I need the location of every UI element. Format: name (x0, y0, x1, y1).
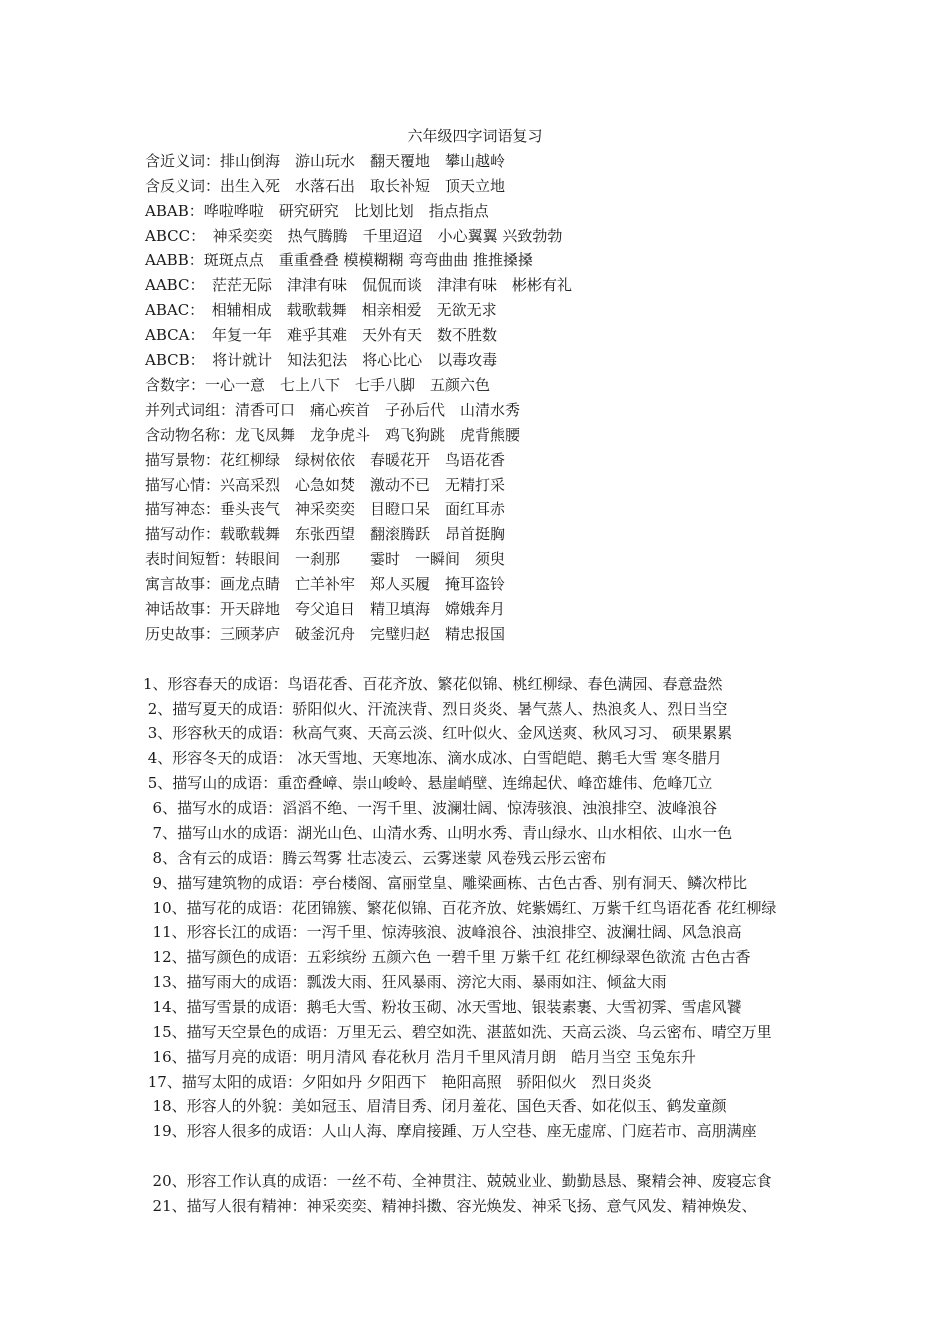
list-item: 描写神态：垂头丧气 神采奕奕 目瞪口呆 面红耳赤 (145, 500, 506, 518)
list-item: 5、描写山的成语：重峦叠嶂、崇山峻岭、悬崖峭壁、连绵起伏、峰峦雄伟、危峰兀立 (143, 774, 713, 792)
list-item: 3、形容秋天的成语：秋高气爽、天高云淡、红叶似火、金风送爽、秋风习习、 硕果累累 (143, 724, 733, 742)
list-item: 2、描写夏天的成语：骄阳似火、汗流浃背、烈日炎炎、暑气蒸人、热浪炙人、烈日当空 (143, 700, 728, 718)
list-item: ABCC： 神采奕奕 热气腾腾 千里迢迢 小心翼翼 兴致勃勃 (145, 227, 563, 245)
list-item: 6、描写水的成语：滔滔不绝、一泻千里、波澜壮阔、惊涛骇浪、浊浪排空、波峰浪谷 (143, 799, 718, 817)
list-item: 18、形容人的外貌：美如冠玉、眉清目秀、闭月羞花、国色天香、如花似玉、鹤发童颜 (143, 1097, 727, 1115)
list-item: 表时间短暂：转眼间 一刹那 霎时 一瞬间 须臾 (145, 550, 506, 568)
list-item: 历史故事：三顾茅庐 破釜沉舟 完璧归赵 精忠报国 (145, 625, 506, 643)
list-item: 12、描写颜色的成语：五彩缤纷 五颜六色 一碧千里 万紫千红 花红柳绿翠色欲流 古色古香 (143, 948, 751, 966)
list-item: 11、形容长江的成语：一泻千里、惊涛骇浪、波峰浪谷、浊浪排空、波澜壮阔、风急浪高 (143, 923, 742, 941)
list-item: 寓言故事：画龙点睛 亡羊补牢 郑人买履 掩耳盗铃 (145, 575, 506, 593)
list-item: 17、描写太阳的成语：夕阳如丹 夕阳西下 艳阳高照 骄阳似火 烈日炎炎 (143, 1073, 652, 1091)
list-item: 8、含有云的成语：腾云驾雾 壮志凌云、云雾迷蒙 风卷残云彤云密布 (143, 849, 607, 867)
list-item: 10、描写花的成语：花团锦簇、繁花似锦、百花齐放、姹紫嫣红、万紫千红鸟语花香 花红柳绿 (143, 899, 777, 917)
list-item: AABB：斑斑点点 重重叠叠 模模糊糊 弯弯曲曲 推推搡搡 (145, 251, 534, 269)
list-item: 7、描写山水的成语：湖光山色、山清水秀、山明水秀、青山绿水、山水相依、山水一色 (143, 824, 733, 842)
list-item: 15、描写天空景色的成语：万里无云、碧空如洗、湛蓝如洗、天高云淡、乌云密布、晴空万里 (143, 1023, 772, 1041)
list-item: 含近义词：排山倒海 游山玩水 翻天覆地 攀山越岭 (145, 152, 506, 170)
list-item: 含数字：一心一意 七上八下 七手八脚 五颜六色 (145, 376, 491, 394)
list-item: 描写动作：载歌载舞 东张西望 翻滚腾跃 昂首挺胸 (145, 525, 506, 543)
list-item: 含反义词：出生入死 水落石出 取长补短 顶天立地 (145, 177, 506, 195)
list-item: 20、形容工作认真的成语：一丝不苟、全神贯注、兢兢业业、勤勤恳恳、聚精会神、废寝忘食 (143, 1172, 772, 1190)
list-item: 描写景物：花红柳绿 绿树依依 春暖花开 鸟语花香 (145, 451, 506, 469)
list-item: 9、描写建筑物的成语：亭台楼阁、富丽堂皇、雕梁画栋、古色古香、别有洞天、鳞次栉比 (143, 874, 748, 892)
list-item: 含动物名称：龙飞凤舞 龙争虎斗 鸡飞狗跳 虎背熊腰 (145, 426, 521, 444)
list-item: 13、描写雨大的成语：瓢泼大雨、狂风暴雨、滂沱大雨、暴雨如注、倾盆大雨 (143, 973, 667, 991)
list-item: 4、形容冬天的成语： 冰天雪地、天寒地冻、滴水成冰、白雪皑皑、鹅毛大雪 寒冬腊月 (143, 749, 722, 767)
list-item: 描写心情：兴高采烈 心急如焚 激动不已 无精打采 (145, 476, 506, 494)
list-item: ABAC： 相辅相成 载歌载舞 相亲相爱 无欲无求 (145, 301, 497, 319)
list-item: 1、形容春天的成语：鸟语花香、百花齐放、繁花似锦、桃红柳绿、春色满园、春意盎然 (143, 675, 723, 693)
list-item: 21、描写人很有精神：神采奕奕、精神抖擞、容光焕发、神采飞扬、意气风发、精神焕发、 (143, 1197, 757, 1215)
list-item: ABCB： 将计就计 知法犯法 将心比心 以毒攻毒 (145, 351, 498, 369)
list-item: ABCA： 年复一年 难乎其难 天外有天 数不胜数 (145, 326, 497, 344)
list-item: 14、描写雪景的成语：鹅毛大雪、粉妆玉砌、冰天雪地、银装素裹、大雪初霁、雪虐风饕 (143, 998, 742, 1016)
list-item: 16、描写月亮的成语：明月清风 春花秋月 浩月千里风清月朗 皓月当空 玉兔东升 (143, 1048, 696, 1066)
list-item: 并列式词组：清香可口 痛心疾首 子孙后代 山清水秀 (145, 401, 521, 419)
list-item: AABC： 茫茫无际 津津有味 侃侃而谈 津津有味 彬彬有礼 (145, 276, 572, 294)
list-item: 19、形容人很多的成语：人山人海、摩肩接踵、万人空巷、座无虚席、门庭若市、高朋满座 (143, 1122, 757, 1140)
page-title: 六年级四字词语复习 (407, 127, 543, 145)
list-item: 神话故事：开天辟地 夸父追日 精卫填海 嫦娥奔月 (145, 600, 506, 618)
list-item: ABAB：哗啦哗啦 研究研究 比划比划 指点指点 (145, 202, 489, 220)
